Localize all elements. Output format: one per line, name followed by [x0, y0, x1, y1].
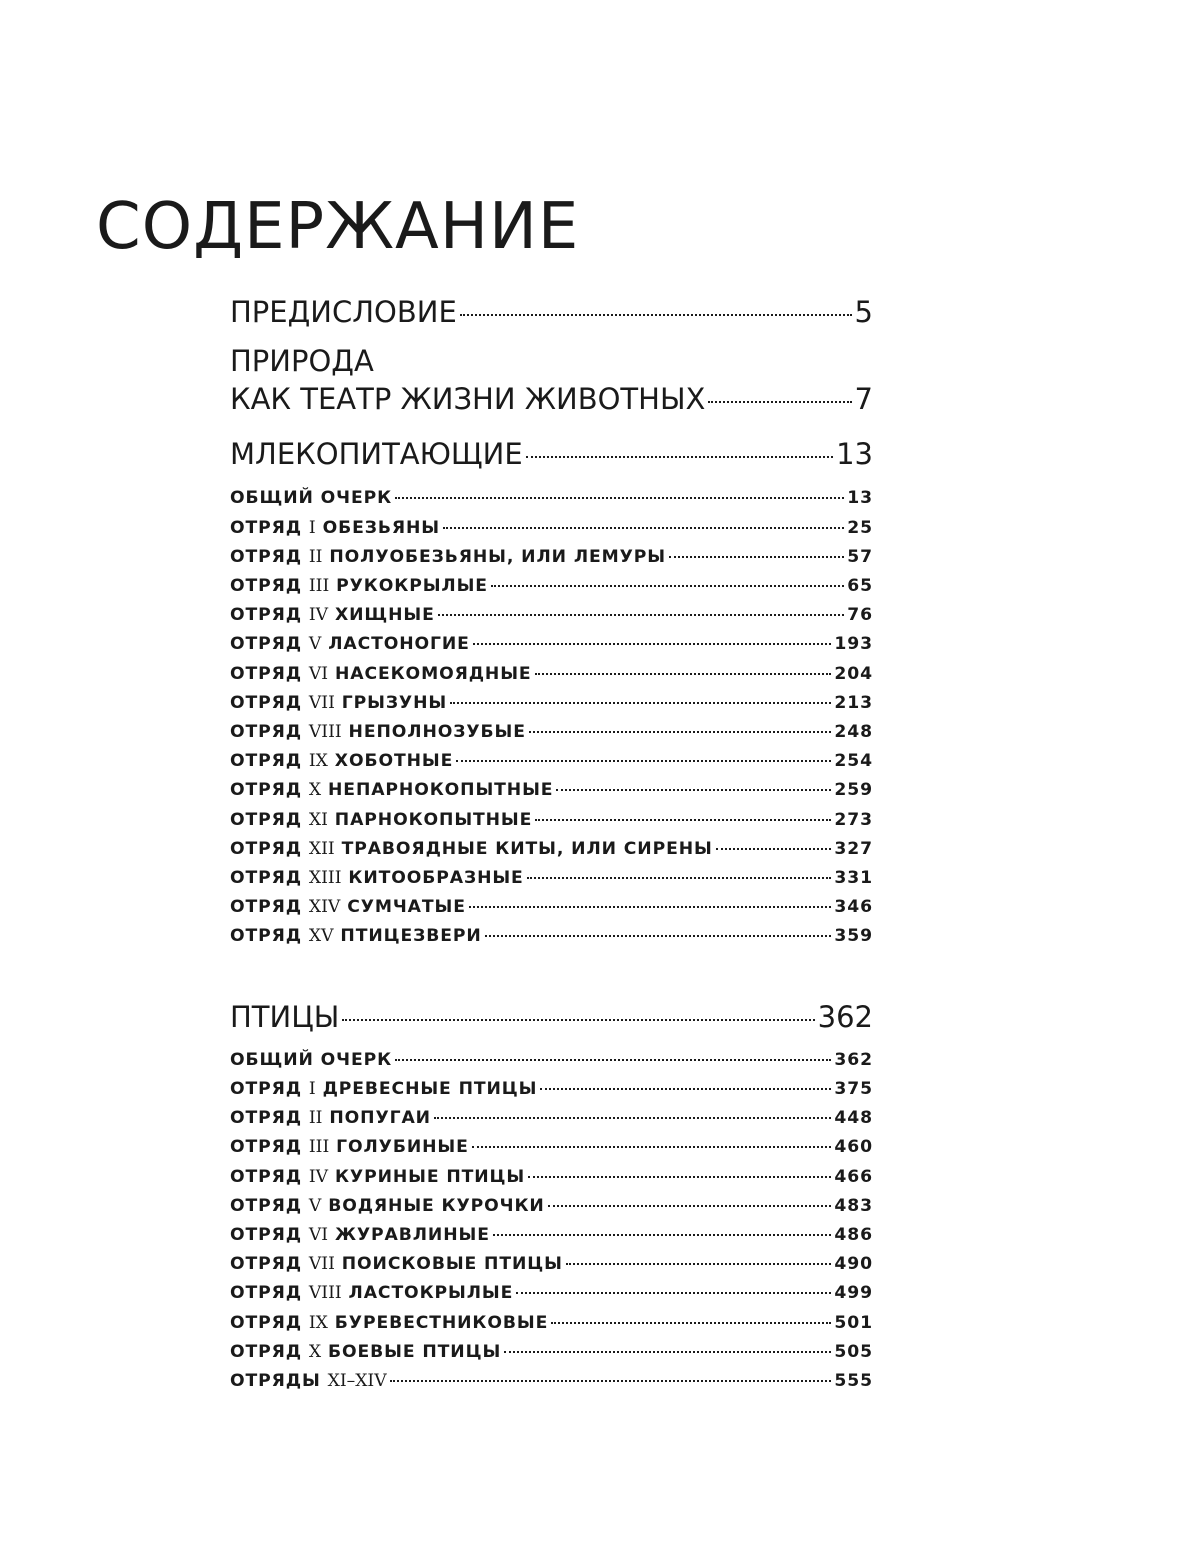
order-numeral: I [308, 1079, 316, 1099]
toc-order-entry[interactable] [230, 1164, 873, 1190]
order-numeral: IV [308, 605, 329, 626]
toc-order-entry[interactable] [230, 1193, 873, 1219]
order-numeral: VI [308, 1225, 329, 1245]
toc-order-page: 331 [834, 867, 873, 888]
toc-order-title [230, 1251, 563, 1277]
order-numeral: II [308, 1108, 323, 1129]
toc-entry-title: ОБЩИЙ ОЧЕРК [230, 1050, 393, 1070]
toc-order-page: 486 [834, 1225, 873, 1245]
toc-order-entry[interactable] [230, 807, 873, 833]
toc-order-page: 204 [834, 663, 873, 684]
order-name: КИТООБРАЗНЫЕ [348, 867, 524, 888]
order-name: СУМЧАТЫЕ [347, 897, 466, 918]
toc-order-entry[interactable] [230, 923, 873, 949]
dot-leader [460, 314, 852, 316]
toc-order-entry[interactable] [230, 1280, 873, 1306]
toc-order-title [230, 690, 447, 716]
order-name: ГРЫЗУНЫ [341, 692, 448, 713]
dot-leader [472, 1146, 832, 1148]
dot-leader [438, 614, 845, 616]
toc-order-page: 254 [834, 751, 873, 772]
toc-order-title [230, 1310, 548, 1336]
toc-order-page: 375 [834, 1079, 873, 1099]
page-title: СОДЕРЖАНИЕ [96, 189, 580, 264]
order-prefix: ОТРЯД [230, 1079, 302, 1099]
dot-leader [485, 935, 832, 937]
order-name: ПОИСКОВЫЕ ПТИЦЫ [341, 1254, 563, 1275]
order-prefix: ОТРЯД [230, 1195, 302, 1216]
toc-order-page: 448 [834, 1108, 873, 1129]
toc-order-entry[interactable] [230, 602, 873, 628]
toc-order-page: 555 [834, 1371, 873, 1391]
toc-order-page: 327 [834, 838, 873, 859]
order-numeral: IV [308, 1166, 329, 1187]
toc-section-page: 362 [817, 1000, 873, 1034]
toc-order-title [230, 748, 453, 774]
order-name: ХОБОТНЫЕ [334, 751, 454, 772]
toc-entry-page: 13 [847, 488, 873, 508]
order-numeral: IX [308, 751, 328, 772]
toc-entry-page: 7 [854, 382, 873, 416]
toc-entry-nature[interactable] [230, 379, 873, 419]
order-numeral: XIV [308, 897, 341, 918]
toc-order-page: 193 [834, 634, 873, 655]
toc-order-title [230, 1134, 469, 1160]
toc-entry-page: 5 [854, 295, 873, 329]
toc-order-title [230, 777, 553, 803]
dot-leader [535, 819, 831, 821]
toc-order-entry[interactable] [230, 1251, 873, 1277]
order-numeral: XI–XIV [327, 1371, 387, 1391]
order-prefix: ОТРЯД [230, 897, 302, 918]
order-prefix: ОТРЯД [230, 517, 302, 538]
toc-entry-birds-overview[interactable] [230, 1047, 873, 1073]
order-numeral: VIII [308, 1283, 342, 1304]
toc-order-entry[interactable] [230, 1222, 873, 1248]
dot-leader [473, 643, 832, 645]
toc-order-title [230, 865, 524, 891]
order-prefix: ОТРЯД [230, 634, 302, 655]
toc-section-title: МЛЕКОПИТАЮЩИЕ [230, 437, 523, 471]
dot-leader [526, 456, 833, 458]
dot-leader [443, 527, 844, 529]
dot-leader [529, 731, 832, 733]
toc-order-entry[interactable] [230, 836, 873, 862]
toc-order-page: 490 [834, 1254, 873, 1275]
order-prefix: ОТРЯД [230, 692, 302, 713]
order-numeral: VIII [308, 721, 342, 742]
toc-order-title [230, 1280, 513, 1306]
toc-entry-title: КАК ТЕАТР ЖИЗНИ ЖИВОТНЫХ [230, 382, 706, 416]
order-name: ОБЕЗЬЯНЫ [322, 517, 440, 538]
order-prefix: ОТРЯД [230, 1108, 302, 1129]
toc-order-page: 76 [847, 605, 873, 626]
order-name: БОЕВЫЕ ПТИЦЫ [328, 1341, 502, 1362]
order-prefix: ОТРЯД [230, 1166, 302, 1187]
order-numeral: X [308, 780, 322, 801]
dot-leader [540, 1088, 831, 1090]
dot-leader [528, 1176, 831, 1178]
toc-order-title [230, 573, 488, 599]
toc-order-page: 346 [834, 897, 873, 918]
dot-leader [491, 585, 844, 587]
order-numeral: III [308, 1137, 330, 1158]
toc-order-entry[interactable] [230, 1105, 873, 1131]
toc-order-title [230, 515, 440, 541]
order-numeral: XI [308, 809, 328, 830]
toc-order-page: 273 [834, 809, 873, 830]
toc-order-page: 483 [834, 1195, 873, 1216]
toc-order-page: 505 [834, 1341, 873, 1362]
toc-section-mammals[interactable] [230, 434, 873, 474]
toc-order-title [230, 923, 482, 949]
dot-leader [669, 556, 844, 558]
order-name: ВОДЯНЫЕ КУРОЧКИ [328, 1195, 545, 1216]
dot-leader [504, 1351, 831, 1353]
order-name: ГОЛУБИНЫЕ [336, 1137, 469, 1158]
order-prefix: ОТРЯД [230, 780, 302, 801]
toc-order-title [230, 1076, 537, 1102]
order-prefix: ОТРЯД [230, 838, 302, 859]
dot-leader [516, 1292, 831, 1294]
order-name: ЛАСТОКРЫЛЫЕ [348, 1283, 514, 1304]
toc-order-entry[interactable] [230, 865, 873, 891]
toc-order-page: 359 [834, 926, 873, 947]
order-name: ТРАВОЯДНЫЕ КИТЫ, ИЛИ СИРЕНЫ [341, 838, 713, 859]
toc-entry-nature-line1[interactable]: ПРИРОДА [230, 344, 374, 378]
toc-order-title [230, 631, 470, 657]
toc-section-title: ПТИЦЫ [230, 1000, 340, 1034]
toc-order-entry[interactable] [230, 515, 873, 541]
toc-order-title [230, 894, 466, 920]
dot-leader [493, 1234, 832, 1236]
toc-order-title [230, 1368, 387, 1394]
order-name: ЖУРАВЛИНЫЕ [334, 1225, 490, 1245]
order-numeral: V [308, 634, 322, 655]
toc-order-page: 460 [834, 1137, 873, 1158]
dot-leader [708, 401, 851, 403]
toc-order-entry[interactable] [230, 1310, 873, 1336]
toc-order-entry[interactable] [230, 690, 873, 716]
toc-entry-page: 362 [834, 1050, 873, 1070]
toc-order-entry[interactable] [230, 1076, 873, 1102]
toc-order-page: 213 [834, 692, 873, 713]
order-name: ЛАСТОНОГИЕ [328, 634, 470, 655]
toc-order-entry[interactable] [230, 661, 873, 687]
order-name: ПОПУГАИ [329, 1108, 431, 1129]
order-numeral: V [308, 1195, 322, 1216]
toc-order-title [230, 544, 666, 570]
dot-leader [527, 877, 832, 879]
toc-order-title [230, 1105, 431, 1131]
order-numeral: XV [308, 926, 334, 947]
order-prefix: ОТРЯДЫ [230, 1371, 321, 1391]
toc-order-page: 259 [834, 780, 873, 801]
toc-order-page: 466 [834, 1166, 873, 1187]
order-numeral: II [308, 546, 323, 567]
toc-order-title [230, 1164, 525, 1190]
toc-order-entry[interactable] [230, 748, 873, 774]
toc-order-entry[interactable] [230, 544, 873, 570]
toc-order-page: 25 [847, 517, 873, 538]
toc-order-page: 499 [834, 1283, 873, 1304]
toc-order-entry[interactable] [230, 1134, 873, 1160]
order-prefix: ОТРЯД [230, 575, 302, 596]
dot-leader [556, 789, 831, 791]
toc-entry-preface[interactable] [230, 292, 873, 332]
order-prefix: ОТРЯД [230, 1312, 302, 1333]
order-numeral: XIII [308, 867, 342, 888]
order-numeral: VII [308, 692, 335, 713]
dot-leader [566, 1263, 832, 1265]
toc-order-page: 57 [847, 546, 873, 567]
dot-leader [456, 760, 831, 762]
order-prefix: ОТРЯД [230, 809, 302, 830]
toc-order-title [230, 661, 532, 687]
toc-section-page: 13 [836, 437, 873, 471]
order-numeral: VII [308, 1254, 335, 1275]
toc-order-entry[interactable] [230, 719, 873, 745]
order-name: ДРЕВЕСНЫЕ ПТИЦЫ [322, 1079, 538, 1099]
order-numeral: IX [308, 1312, 328, 1333]
toc-order-entry[interactable] [230, 631, 873, 657]
order-prefix: ОТРЯД [230, 546, 302, 567]
order-numeral: III [308, 575, 330, 596]
order-name: ПТИЦЕЗВЕРИ [340, 926, 482, 947]
dot-leader [395, 1059, 831, 1061]
toc-order-title [230, 1222, 490, 1248]
toc-order-page: 248 [834, 721, 873, 742]
toc-entry-title: ПРЕДИСЛОВИЕ [230, 295, 457, 329]
toc-order-title [230, 1193, 545, 1219]
order-numeral: XII [308, 838, 335, 859]
toc-order-title [230, 602, 435, 628]
dot-leader [551, 1322, 831, 1324]
order-prefix: ОТРЯД [230, 1137, 302, 1158]
toc-order-title [230, 836, 713, 862]
order-prefix: ОТРЯД [230, 1225, 302, 1245]
order-prefix: ОТРЯД [230, 605, 302, 626]
order-name: КУРИНЫЕ ПТИЦЫ [334, 1166, 526, 1187]
order-prefix: ОТРЯД [230, 867, 302, 888]
dot-leader [342, 1019, 814, 1021]
order-numeral: I [308, 517, 316, 538]
order-name: ХИЩНЫЕ [334, 605, 435, 626]
order-prefix: ОТРЯД [230, 751, 302, 772]
toc-entry-mammals-overview[interactable] [230, 485, 873, 511]
order-name: НАСЕКОМОЯДНЫЕ [334, 663, 532, 684]
order-name: БУРЕВЕСТНИКОВЫЕ [334, 1312, 549, 1333]
order-prefix: ОТРЯД [230, 721, 302, 742]
toc-order-title [230, 807, 532, 833]
toc-order-page: 501 [834, 1312, 873, 1333]
dot-leader [716, 848, 832, 850]
toc-order-entry[interactable] [230, 1368, 873, 1394]
order-name: НЕПАРНОКОПЫТНЫЕ [328, 780, 554, 801]
toc-section-birds[interactable] [230, 997, 873, 1037]
order-prefix: ОТРЯД [230, 1283, 302, 1304]
order-prefix: ОТРЯД [230, 1341, 302, 1362]
order-prefix: ОТРЯД [230, 663, 302, 684]
toc-order-entry[interactable] [230, 573, 873, 599]
toc-order-entry[interactable] [230, 894, 873, 920]
dot-leader [469, 906, 832, 908]
order-name: ПОЛУОБЕЗЬЯНЫ, ИЛИ ЛЕМУРЫ [329, 546, 666, 567]
dot-leader [395, 497, 844, 499]
dot-leader [535, 673, 832, 675]
dot-leader [450, 702, 831, 704]
dot-leader [548, 1205, 832, 1207]
toc-order-page: 65 [847, 575, 873, 596]
order-name: НЕПОЛНОЗУБЫЕ [348, 721, 526, 742]
order-prefix: ОТРЯД [230, 926, 302, 947]
toc-entry-title: ОБЩИЙ ОЧЕРК [230, 488, 393, 508]
toc-order-title [230, 719, 526, 745]
order-name: ПАРНОКОПЫТНЫЕ [334, 809, 533, 830]
order-name: РУКОКРЫЛЫЕ [336, 575, 488, 596]
dot-leader [434, 1117, 831, 1119]
toc-order-title [230, 1339, 501, 1365]
toc-order-entry[interactable] [230, 1339, 873, 1365]
toc-order-entry[interactable] [230, 777, 873, 803]
order-numeral: VI [308, 663, 329, 684]
order-numeral: X [308, 1341, 322, 1362]
order-prefix: ОТРЯД [230, 1254, 302, 1275]
dot-leader [390, 1380, 832, 1382]
